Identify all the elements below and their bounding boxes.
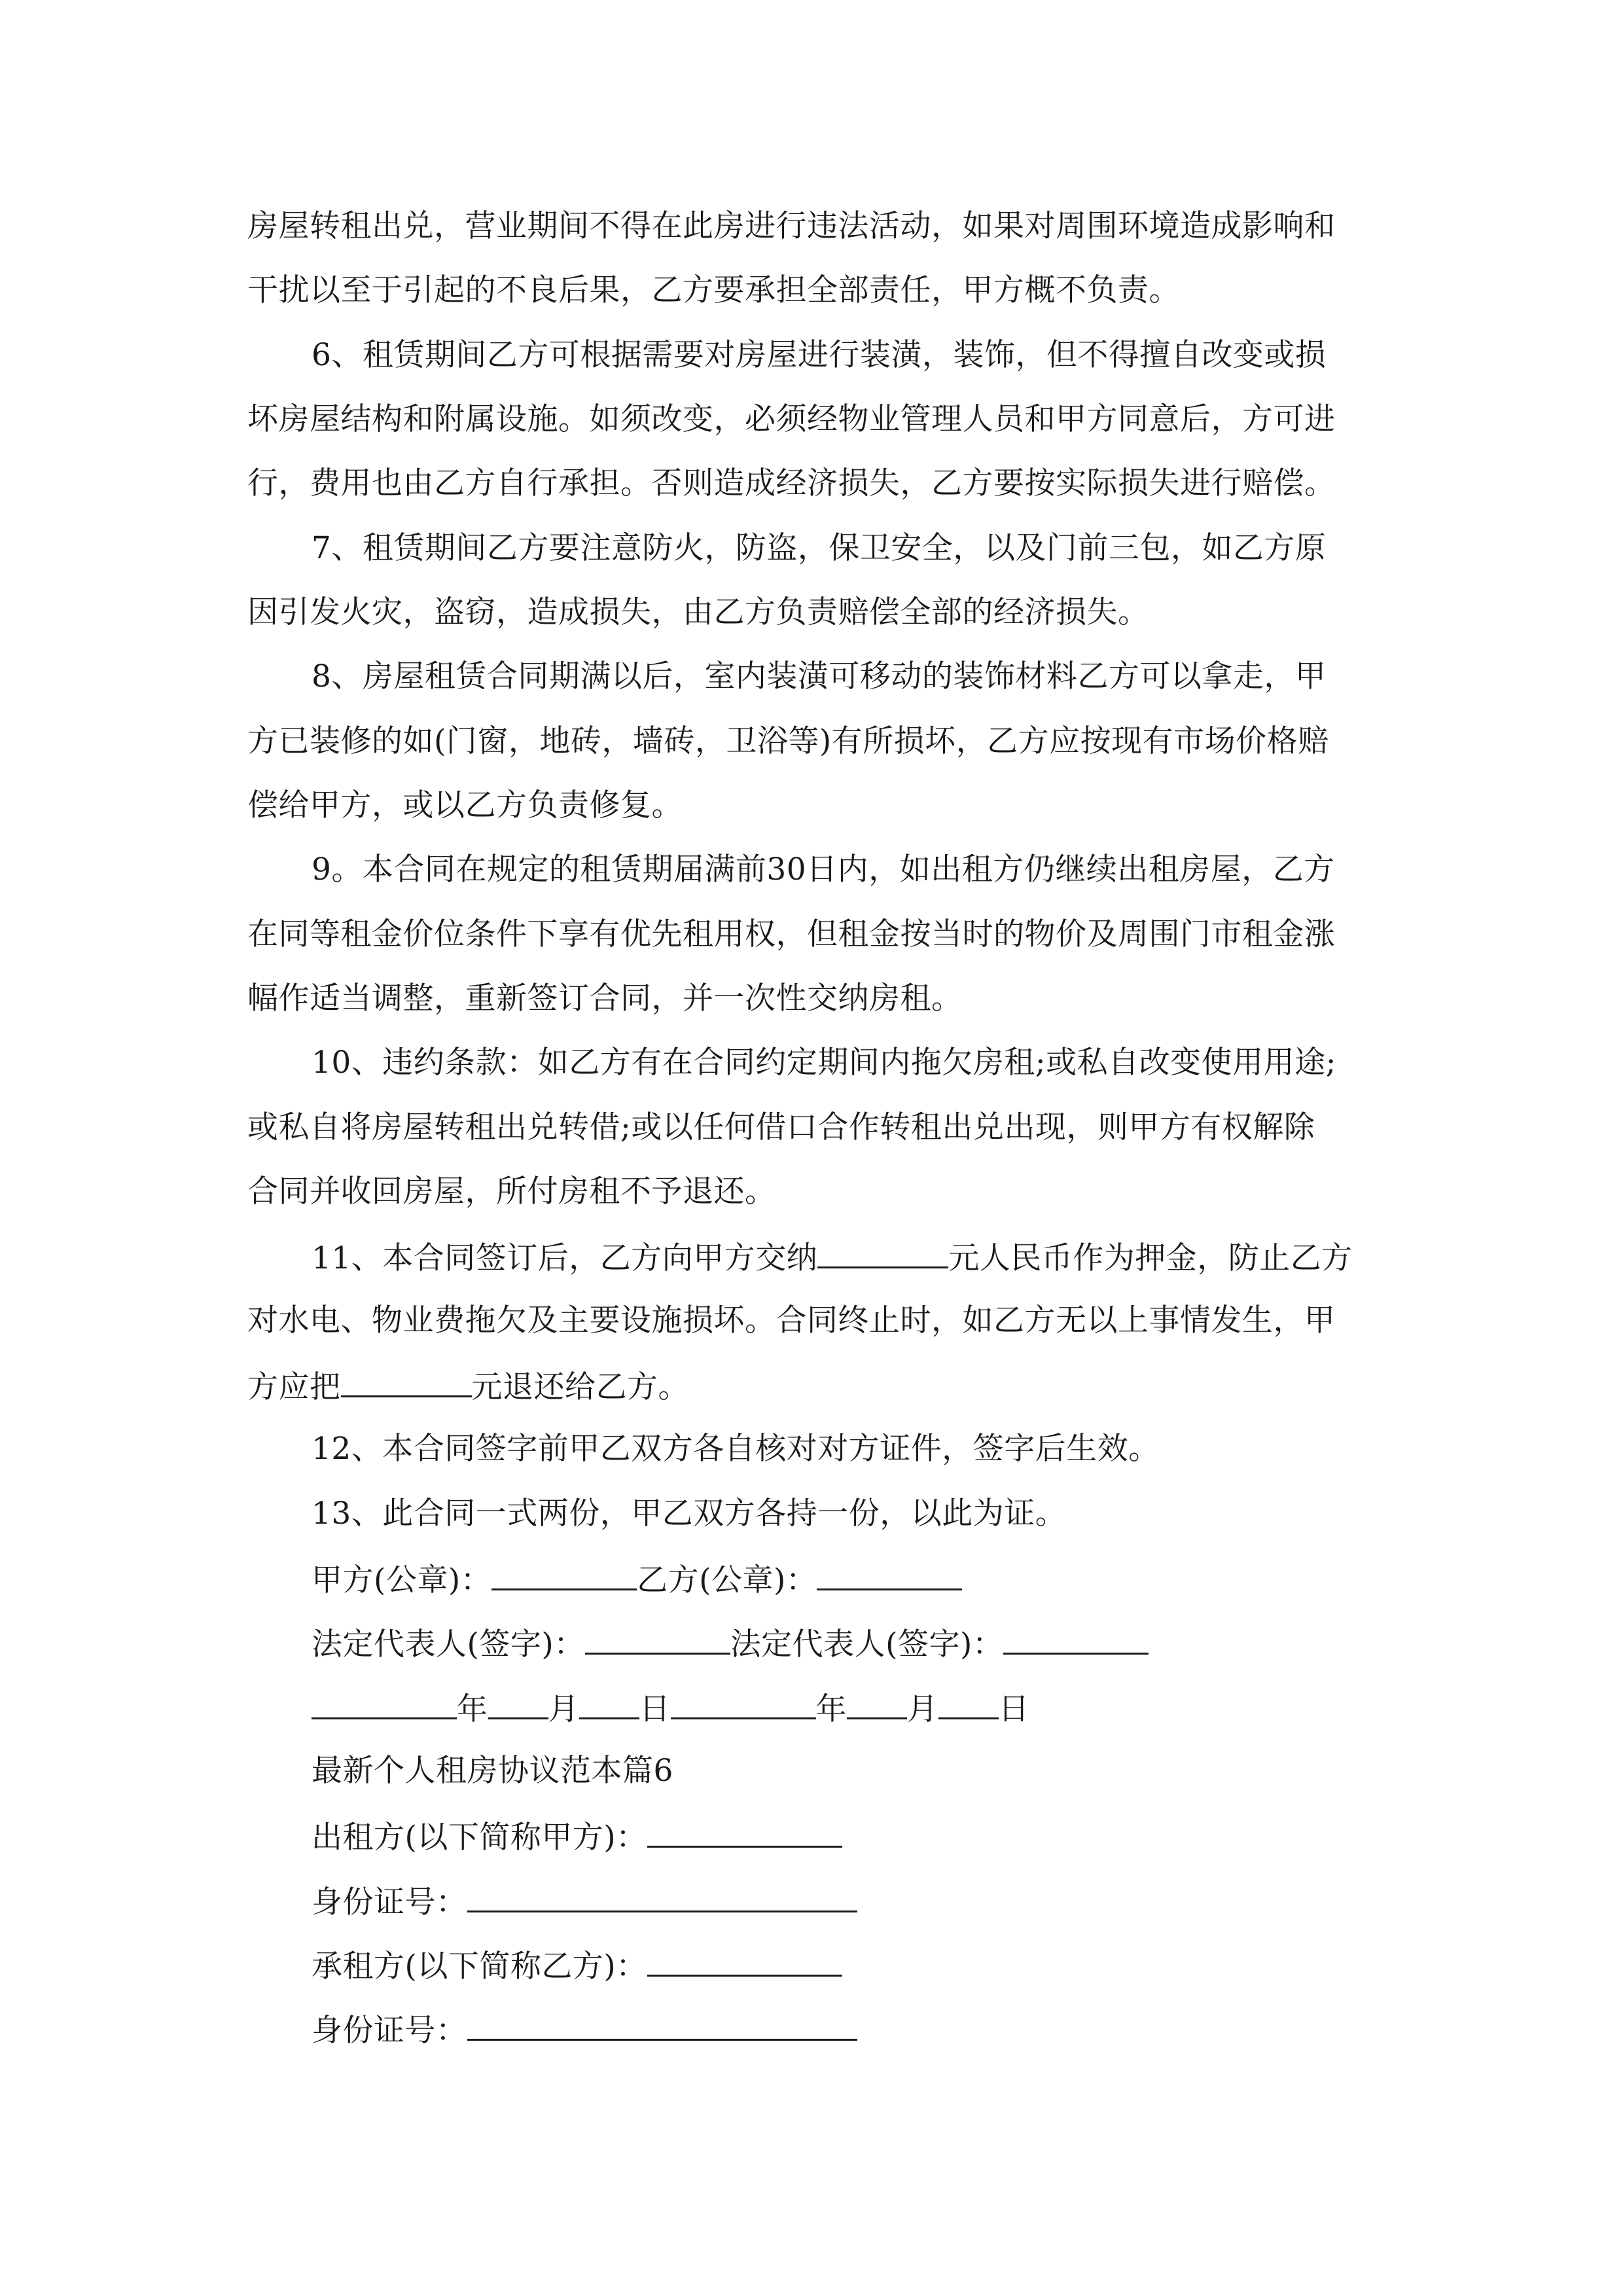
paragraph-line: 干扰以至于引起的不良后果，乙方要承担全部责任，甲方概不负责。 [247, 272, 1180, 308]
paragraph-line: 偿给甲方，或以乙方负责修复。 [247, 787, 683, 823]
rep-a-signature-blank[interactable] [585, 1623, 730, 1655]
year-a-label: 年 [457, 1691, 488, 1727]
year-a-blank[interactable] [312, 1687, 457, 1719]
month-b-label: 月 [907, 1691, 938, 1727]
lessee-label: 承租方(以下简称乙方)： [312, 1948, 647, 1984]
lessee-line [312, 1945, 842, 1986]
representative-line [312, 1623, 1149, 1664]
party-a-seal-blank[interactable] [491, 1558, 637, 1590]
paragraph-line: 对水电、物业费拖欠及主要设施损坏。合同终止时，如乙方无以上事情发生，甲 [247, 1302, 1336, 1338]
id-number-line [312, 2009, 857, 2051]
clause-11-text-a: 11、本合同签订后，乙方向甲方交纳 [312, 1240, 818, 1276]
clause-12-line: 12、本合同签字前甲乙双方各自核对对方证件，签字后生效。 [312, 1431, 1160, 1467]
lessor-id-blank[interactable] [467, 1880, 857, 1912]
lessee-blank[interactable] [647, 1945, 842, 1977]
date-line [312, 1687, 1029, 1729]
paragraph-line: 方已装修的如(门窗，地砖，墙砖，卫浴等)有所损坏，乙方应按现有市场价格赔 [247, 723, 1329, 759]
clause-7-line: 7、租赁期间乙方要注意防火，防盗，保卫安全，以及门前三包，如乙方原 [312, 530, 1327, 566]
party-b-seal-label: 乙方(公章)： [637, 1562, 817, 1598]
id-number-label: 身份证号： [312, 1884, 467, 1920]
paragraph-line: 房屋转租出兑，营业期间不得在此房进行违法活动，如果对周围环境造成影响和 [247, 208, 1336, 244]
lessor-blank[interactable] [647, 1816, 842, 1848]
rep-a-label: 法定代表人(签字)： [312, 1626, 585, 1662]
id-number-label: 身份证号： [312, 2013, 467, 2049]
seal-line [312, 1558, 962, 1600]
deposit-amount-blank[interactable] [817, 1236, 948, 1268]
lessee-id-blank[interactable] [467, 2009, 857, 2041]
party-b-seal-blank[interactable] [817, 1558, 962, 1590]
month-a-label: 月 [548, 1691, 579, 1727]
year-b-blank[interactable] [671, 1687, 816, 1719]
clause-13-line: 13、此合同一式两份，甲乙双方各持一份，以此为证。 [312, 1496, 1067, 1532]
clause-11-line [312, 1236, 1353, 1278]
day-b-blank[interactable] [938, 1687, 999, 1719]
day-a-label: 日 [639, 1691, 671, 1727]
paragraph-line: 幅作适当调整，重新签订合同，并一次性交纳房租。 [247, 980, 963, 1016]
party-a-seal-label: 甲方(公章)： [312, 1562, 492, 1598]
paragraph-line: 合同并收回房屋，所付房租不予退还。 [247, 1174, 776, 1210]
year-b-label: 年 [815, 1691, 847, 1727]
day-b-label: 日 [998, 1691, 1029, 1727]
clause-11-text-c: 方应把 [247, 1369, 341, 1405]
paragraph-line: 因引发火灾，盗窃，造成损失，由乙方负责赔偿全部的经济损失。 [247, 594, 1149, 630]
refund-amount-blank[interactable] [341, 1365, 472, 1397]
month-b-blank[interactable] [847, 1687, 907, 1719]
lessor-label: 出租方(以下简称甲方)： [312, 1820, 647, 1856]
lessor-line [312, 1816, 842, 1857]
paragraph-line: 行，费用也由乙方自行承担。否则造成经济损失，乙方要按实际损失进行赔偿。 [247, 465, 1336, 501]
day-a-blank[interactable] [579, 1687, 639, 1719]
rep-b-signature-blank[interactable] [1003, 1623, 1149, 1655]
clause-10-line: 10、违约条款：如乙方有在合同约定期间内拖欠房租;或私自改变使用用途; [312, 1045, 1336, 1081]
clause-11-line-3 [247, 1365, 689, 1407]
rep-b-label: 法定代表人(签字)： [730, 1626, 1004, 1662]
clause-8-line: 8、房屋租赁合同期满以后，室内装潢可移动的装饰材料乙方可以拿走，甲 [312, 658, 1327, 694]
section-title: 最新个人租房协议范本篇6 [312, 1753, 673, 1789]
clause-6-line: 6、租赁期间乙方可根据需要对房屋进行装潢，装饰，但不得擅自改变或损 [312, 337, 1327, 373]
clause-9-line: 9。本合同在规定的租赁期届满前30日内，如出租方仍继续出租房屋，乙方 [312, 852, 1335, 888]
id-number-line [312, 1880, 857, 1922]
paragraph-line: 坏房屋结构和附属设施。如须改变，必须经物业管理人员和甲方同意后，方可进 [247, 401, 1336, 437]
paragraph-line: 在同等租金价位条件下享有优先租用权，但租金按当时的物价及周围门市租金涨 [247, 916, 1336, 952]
clause-11-text-d: 元退还给乙方。 [471, 1369, 689, 1405]
month-a-blank[interactable] [488, 1687, 548, 1719]
paragraph-line: 或私自将房屋转租出兑转借;或以任何借口合作转租出兑出现，则甲方有权解除 [247, 1109, 1315, 1145]
clause-11-text-b: 元人民币作为押金，防止乙方 [948, 1240, 1353, 1276]
